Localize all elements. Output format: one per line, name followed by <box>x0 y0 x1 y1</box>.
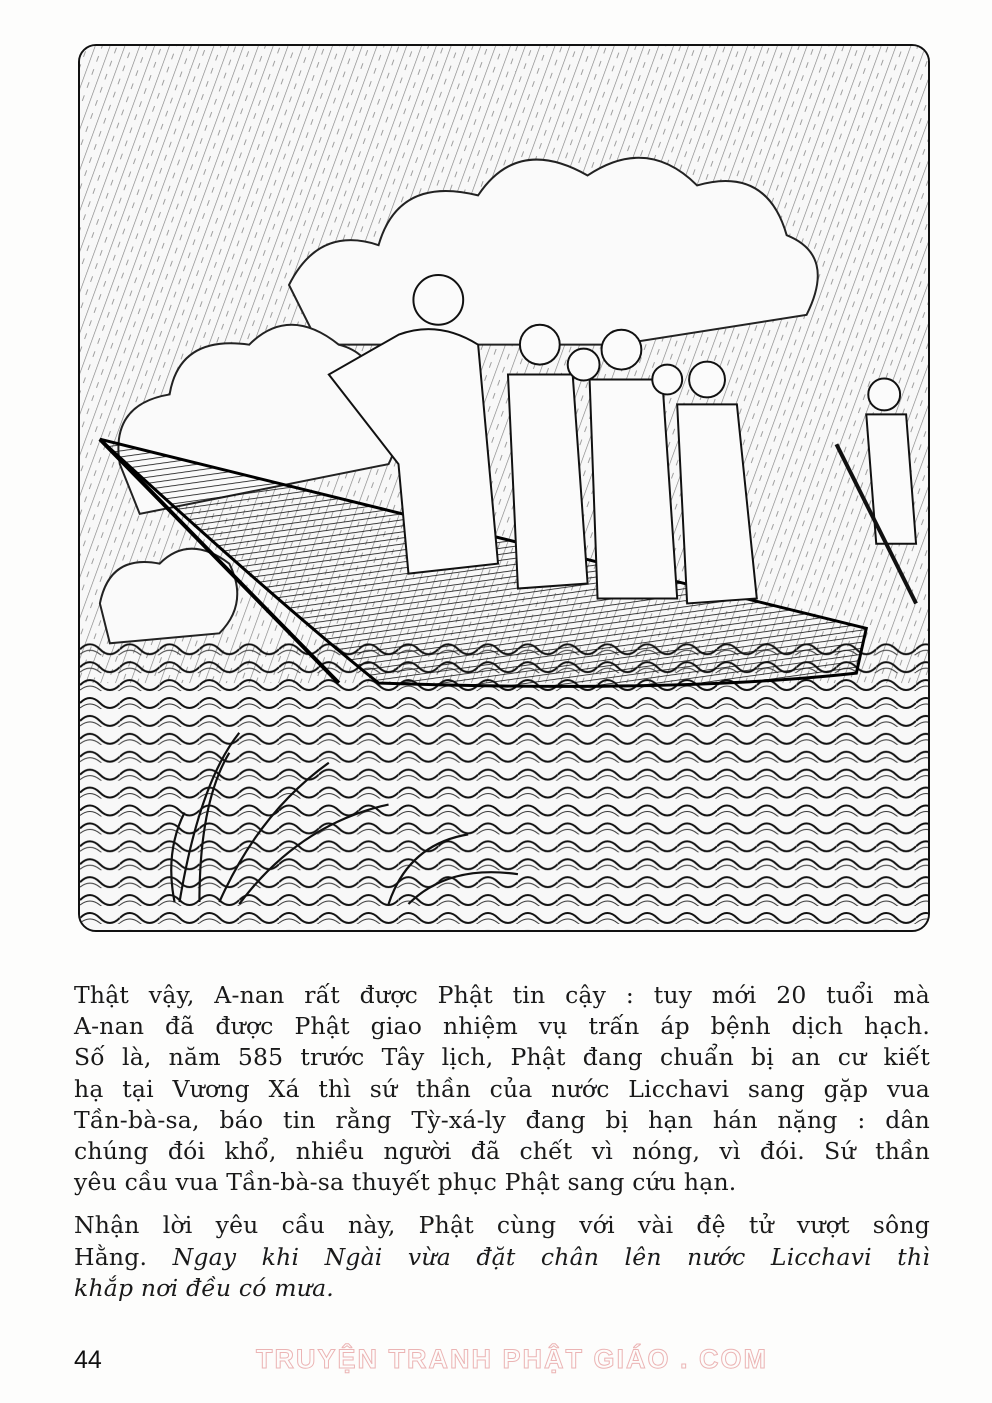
boat-on-river-illustration-icon <box>80 46 928 930</box>
text-line: chúng đói khổ, nhiều người đã chết vì nóng, vì đói. Sứ thần <box>74 1137 930 1166</box>
illustration-panel <box>78 44 930 932</box>
page-text <box>74 980 930 1316</box>
text-line: hạ tại Vương Xá thì sứ thần của nước Licchavi sang gặp vua <box>74 1074 930 1103</box>
text-line: Thật vậy, A-nan rất được Phật tin cậy : tuy mới 20 tuổi mà <box>74 981 930 1009</box>
text-line: Tần-bà-sa, báo tin rằng Tỳ-xá-ly đang bị hạn hán nặng : dân <box>74 1105 930 1134</box>
text-line: yêu cầu vua Tần-bà-sa thuyết phục Phật sang cứu hạn. <box>74 1168 737 1197</box>
text-line: A-nan đã được Phật giao nhiệm vụ trấn áp bệnh dịch hạch. <box>74 1012 930 1041</box>
paragraph-2 <box>74 1210 930 1304</box>
text-italic-part: Ngay khi Ngài vừa đặt chân lên nước Licchavi thì <box>172 1242 930 1271</box>
text-line-mixed <box>74 1242 930 1273</box>
text-normal-part: Hằng. <box>74 1242 173 1271</box>
text-line: Số là, năm 585 trước Tây lịch, Phật đang chuẩn bị an cư kiết <box>74 1043 930 1072</box>
text-line: Nhận lời yêu cầu này, Phật cùng với vài đệ tử vượt sông <box>74 1211 930 1240</box>
text-line: khắp nơi đều có mưa. <box>74 1273 334 1302</box>
watermark-text: TRUYỆN TRANH PHẬT GIÁO . COM <box>256 1344 768 1374</box>
page-number: 44 <box>74 1346 102 1374</box>
paragraph-1 <box>74 980 930 1198</box>
